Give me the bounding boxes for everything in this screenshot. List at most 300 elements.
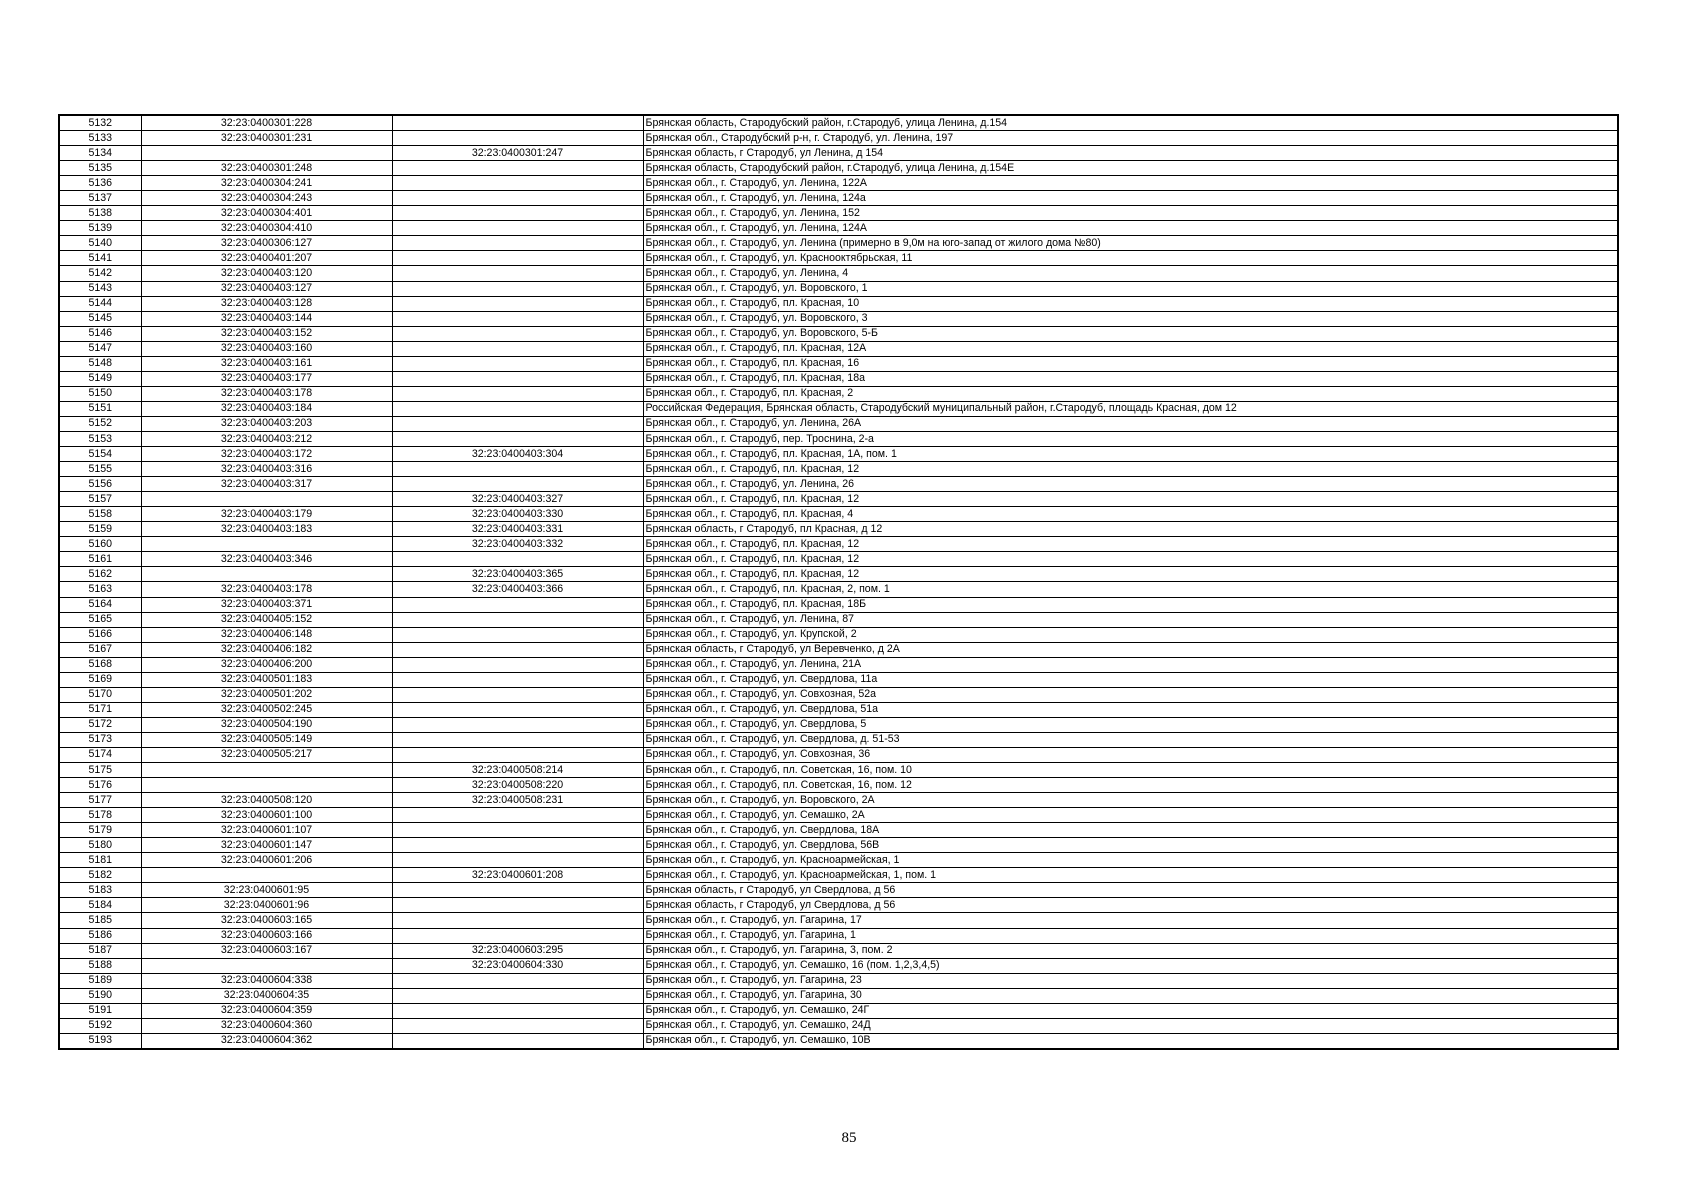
table-row bbox=[59, 492, 1618, 507]
table-row bbox=[59, 672, 1618, 687]
cadastral-number-cell: 32:23:0400401:207 bbox=[141, 251, 392, 266]
address-cell: Брянская обл., г. Стародуб, пл. Красная, 12А bbox=[643, 341, 1618, 356]
row-number-cell: 5144 bbox=[59, 296, 141, 311]
row-number-cell: 5180 bbox=[59, 838, 141, 853]
row-number-cell: 5189 bbox=[59, 973, 141, 988]
cadastral-number-cell: 32:23:0400603:166 bbox=[141, 928, 392, 943]
cadastral-number-cell bbox=[141, 763, 392, 778]
row-number-cell: 5137 bbox=[59, 191, 141, 206]
address-cell: Брянская обл., г. Стародуб, ул. Семашко, 2А bbox=[643, 808, 1618, 823]
table-row bbox=[59, 507, 1618, 522]
address-cell: Брянская обл., г. Стародуб, ул. Семашко, 10В bbox=[643, 1033, 1618, 1049]
address-cell: Брянская обл., г. Стародуб, ул. Краснооктябрьская, 11 bbox=[643, 251, 1618, 266]
table-row bbox=[59, 115, 1618, 131]
table-row bbox=[59, 747, 1618, 762]
row-number-cell: 5173 bbox=[59, 732, 141, 747]
address-cell: Брянская обл., г. Стародуб, пл. Красная, 12 bbox=[643, 537, 1618, 552]
cadastral-number-cell: 32:23:0400403:346 bbox=[141, 552, 392, 567]
related-cadastral-number-cell bbox=[392, 642, 643, 657]
row-number-cell: 5165 bbox=[59, 612, 141, 627]
table-row bbox=[59, 296, 1618, 311]
cadastral-number-cell: 32:23:0400403:128 bbox=[141, 296, 392, 311]
cadastral-number-cell: 32:23:0400304:401 bbox=[141, 206, 392, 221]
address-cell: Брянская обл., г. Стародуб, ул. Свердлова, 11а bbox=[643, 672, 1618, 687]
table-row bbox=[59, 356, 1618, 371]
table-row bbox=[59, 431, 1618, 446]
address-cell: Брянская обл., г. Стародуб, ул. Свердлова, 5 bbox=[643, 717, 1618, 732]
row-number-cell: 5178 bbox=[59, 808, 141, 823]
cadastral-number-cell: 32:23:0400403:183 bbox=[141, 522, 392, 537]
table-row bbox=[59, 717, 1618, 732]
address-cell: Брянская обл., г. Стародуб, ул. Воровского, 3 bbox=[643, 311, 1618, 326]
related-cadastral-number-cell: 32:23:0400403:365 bbox=[392, 567, 643, 582]
table-row bbox=[59, 326, 1618, 341]
address-cell: Брянская обл., г. Стародуб, ул. Ленина, 122А bbox=[643, 176, 1618, 191]
table-row bbox=[59, 236, 1618, 251]
related-cadastral-number-cell bbox=[392, 883, 643, 898]
row-number-cell: 5176 bbox=[59, 778, 141, 793]
row-number-cell: 5177 bbox=[59, 793, 141, 808]
related-cadastral-number-cell bbox=[392, 898, 643, 913]
related-cadastral-number-cell bbox=[392, 206, 643, 221]
related-cadastral-number-cell: 32:23:0400508:231 bbox=[392, 793, 643, 808]
related-cadastral-number-cell bbox=[392, 191, 643, 206]
cadastral-number-cell: 32:23:0400601:96 bbox=[141, 898, 392, 913]
address-cell: Брянская обл., г. Стародуб, ул. Гагарина, 17 bbox=[643, 913, 1618, 928]
address-cell: Брянская обл., г. Стародуб, ул. Красноармейская, 1, пом. 1 bbox=[643, 868, 1618, 883]
table-row bbox=[59, 597, 1618, 612]
cadastral-number-cell: 32:23:0400403:160 bbox=[141, 341, 392, 356]
address-cell: Брянская область, г Стародуб, ул Ленина, д 154 bbox=[643, 146, 1618, 161]
related-cadastral-number-cell bbox=[392, 988, 643, 1003]
address-cell: Российская Федерация, Брянская область, Стародубский муниципальный район, г.Стародуб, площадь Красная, дом 12 bbox=[643, 401, 1618, 416]
row-number-cell: 5139 bbox=[59, 221, 141, 236]
row-number-cell: 5193 bbox=[59, 1033, 141, 1049]
address-cell: Брянская обл., г. Стародуб, ул. Ленина, 152 bbox=[643, 206, 1618, 221]
table-row bbox=[59, 973, 1618, 988]
row-number-cell: 5163 bbox=[59, 582, 141, 597]
cadastral-number-cell: 32:23:0400403:161 bbox=[141, 356, 392, 371]
address-cell: Брянская обл., г. Стародуб, пл. Красная, 16 bbox=[643, 356, 1618, 371]
table-row bbox=[59, 778, 1618, 793]
related-cadastral-number-cell: 32:23:0400403:327 bbox=[392, 492, 643, 507]
table-row bbox=[59, 642, 1618, 657]
address-cell: Брянская обл., г. Стародуб, пл. Красная, 12 bbox=[643, 567, 1618, 582]
row-number-cell: 5154 bbox=[59, 447, 141, 462]
related-cadastral-number-cell bbox=[392, 462, 643, 477]
row-number-cell: 5167 bbox=[59, 642, 141, 657]
address-cell: Брянская обл., г. Стародуб, ул. Ленина, 26 bbox=[643, 477, 1618, 492]
table-row bbox=[59, 958, 1618, 973]
related-cadastral-number-cell bbox=[392, 115, 643, 131]
cadastral-number-cell: 32:23:0400301:231 bbox=[141, 131, 392, 146]
address-cell: Брянская обл., Стародубский р-н, г. Стародуб, ул. Ленина, 197 bbox=[643, 131, 1618, 146]
cadastral-number-cell: 32:23:0400604:360 bbox=[141, 1018, 392, 1033]
address-cell: Брянская обл., г. Стародуб, пл. Красная, 4 bbox=[643, 507, 1618, 522]
cadastral-number-cell: 32:23:0400304:410 bbox=[141, 221, 392, 236]
cadastral-number-cell: 32:23:0400301:248 bbox=[141, 161, 392, 176]
row-number-cell: 5191 bbox=[59, 1003, 141, 1018]
address-cell: Брянская обл., г. Стародуб, пл. Красная, 12 bbox=[643, 552, 1618, 567]
table-row bbox=[59, 732, 1618, 747]
address-cell: Брянская обл., г. Стародуб, ул. Воровского, 1 bbox=[643, 281, 1618, 296]
cadastral-number-cell: 32:23:0400306:127 bbox=[141, 236, 392, 251]
cadastral-number-cell: 32:23:0400505:149 bbox=[141, 732, 392, 747]
cadastral-number-cell: 32:23:0400406:182 bbox=[141, 642, 392, 657]
cadastral-number-cell: 32:23:0400604:35 bbox=[141, 988, 392, 1003]
address-cell: Брянская обл., г. Стародуб, пл. Красная, 18Б bbox=[643, 597, 1618, 612]
cadastral-number-cell: 32:23:0400304:241 bbox=[141, 176, 392, 191]
table-row bbox=[59, 567, 1618, 582]
table-row bbox=[59, 793, 1618, 808]
related-cadastral-number-cell bbox=[392, 431, 643, 446]
address-cell: Брянская обл., г. Стародуб, ул. Крупской, 2 bbox=[643, 627, 1618, 642]
related-cadastral-number-cell bbox=[392, 612, 643, 627]
table-row bbox=[59, 206, 1618, 221]
cadastral-number-cell: 32:23:0400604:338 bbox=[141, 973, 392, 988]
address-cell: Брянская обл., г. Стародуб, пл. Красная, 12 bbox=[643, 492, 1618, 507]
row-number-cell: 5182 bbox=[59, 868, 141, 883]
table-row bbox=[59, 341, 1618, 356]
address-cell: Брянская область, Стародубский район, г.Стародуб, улица Ленина, д.154Е bbox=[643, 161, 1618, 176]
related-cadastral-number-cell bbox=[392, 853, 643, 868]
related-cadastral-number-cell bbox=[392, 221, 643, 236]
table-row bbox=[59, 161, 1618, 176]
related-cadastral-number-cell bbox=[392, 657, 643, 672]
related-cadastral-number-cell bbox=[392, 702, 643, 717]
row-number-cell: 5174 bbox=[59, 747, 141, 762]
table-row bbox=[59, 582, 1618, 597]
related-cadastral-number-cell: 32:23:0400604:330 bbox=[392, 958, 643, 973]
table-row bbox=[59, 311, 1618, 326]
address-cell: Брянская обл., г. Стародуб, ул. Воровского, 5-Б bbox=[643, 326, 1618, 341]
related-cadastral-number-cell: 32:23:0400301:247 bbox=[392, 146, 643, 161]
address-cell: Брянская обл., г. Стародуб, ул. Семашко, 24Д bbox=[643, 1018, 1618, 1033]
row-number-cell: 5135 bbox=[59, 161, 141, 176]
related-cadastral-number-cell bbox=[392, 477, 643, 492]
table-row bbox=[59, 928, 1618, 943]
address-cell: Брянская обл., г. Стародуб, ул. Совхозная, 36 bbox=[643, 747, 1618, 762]
related-cadastral-number-cell: 32:23:0400403:332 bbox=[392, 537, 643, 552]
table-row bbox=[59, 1018, 1618, 1033]
row-number-cell: 5168 bbox=[59, 657, 141, 672]
cadastral-number-cell: 32:23:0400403:172 bbox=[141, 447, 392, 462]
related-cadastral-number-cell bbox=[392, 356, 643, 371]
address-cell: Брянская область, г Стародуб, ул Веревченко, д 2А bbox=[643, 642, 1618, 657]
related-cadastral-number-cell bbox=[392, 326, 643, 341]
table-body bbox=[59, 115, 1618, 1049]
address-cell: Брянская обл., г. Стародуб, пл. Красная, 2, пом. 1 bbox=[643, 582, 1618, 597]
address-cell: Брянская обл., г. Стародуб, ул. Семашко, 16 (пом. 1,2,3,4,5) bbox=[643, 958, 1618, 973]
related-cadastral-number-cell bbox=[392, 341, 643, 356]
page-number: 85 bbox=[841, 1130, 857, 1146]
address-cell: Брянская обл., г. Стародуб, ул. Ленина, 4 bbox=[643, 266, 1618, 281]
row-number-cell: 5157 bbox=[59, 492, 141, 507]
address-cell: Брянская обл., г. Стародуб, ул. Свердлова, д. 51-53 bbox=[643, 732, 1618, 747]
cadastral-number-cell: 32:23:0400403:316 bbox=[141, 462, 392, 477]
cadastral-number-cell: 32:23:0400405:152 bbox=[141, 612, 392, 627]
table-row bbox=[59, 763, 1618, 778]
cadastral-number-cell: 32:23:0400403:212 bbox=[141, 431, 392, 446]
table-row bbox=[59, 943, 1618, 958]
row-number-cell: 5156 bbox=[59, 477, 141, 492]
cadastral-number-cell bbox=[141, 958, 392, 973]
table-row bbox=[59, 266, 1618, 281]
address-cell: Брянская обл., г. Стародуб, пл. Красная, 2 bbox=[643, 386, 1618, 401]
related-cadastral-number-cell bbox=[392, 973, 643, 988]
row-number-cell: 5185 bbox=[59, 913, 141, 928]
related-cadastral-number-cell bbox=[392, 838, 643, 853]
cadastral-number-cell: 32:23:0400601:107 bbox=[141, 823, 392, 838]
table-row bbox=[59, 1003, 1618, 1018]
related-cadastral-number-cell bbox=[392, 552, 643, 567]
related-cadastral-number-cell bbox=[392, 928, 643, 943]
related-cadastral-number-cell bbox=[392, 311, 643, 326]
address-cell: Брянская обл., г. Стародуб, ул. Ленина, 124А bbox=[643, 221, 1618, 236]
cadastral-number-cell: 32:23:0400601:95 bbox=[141, 883, 392, 898]
row-number-cell: 5190 bbox=[59, 988, 141, 1003]
related-cadastral-number-cell bbox=[392, 808, 643, 823]
row-number-cell: 5143 bbox=[59, 281, 141, 296]
address-cell: Брянская обл., г. Стародуб, ул. Свердлова, 56В bbox=[643, 838, 1618, 853]
cadastral-number-cell: 32:23:0400403:177 bbox=[141, 371, 392, 386]
address-cell: Брянская обл., г. Стародуб, пл. Советская, 16, пом. 10 bbox=[643, 763, 1618, 778]
address-cell: Брянская обл., г. Стародуб, пл. Советская, 16, пом. 12 bbox=[643, 778, 1618, 793]
address-cell: Брянская обл., г. Стародуб, ул. Семашко, 24Г bbox=[643, 1003, 1618, 1018]
address-cell: Брянская обл., г. Стародуб, пл. Красная, 10 bbox=[643, 296, 1618, 311]
related-cadastral-number-cell bbox=[392, 732, 643, 747]
cadastral-number-cell: 32:23:0400604:362 bbox=[141, 1033, 392, 1049]
table-row bbox=[59, 853, 1618, 868]
table-row bbox=[59, 868, 1618, 883]
related-cadastral-number-cell bbox=[392, 687, 643, 702]
address-cell: Брянская обл., г. Стародуб, ул. Свердлова, 18А bbox=[643, 823, 1618, 838]
related-cadastral-number-cell bbox=[392, 1033, 643, 1049]
related-cadastral-number-cell: 32:23:0400403:366 bbox=[392, 582, 643, 597]
row-number-cell: 5152 bbox=[59, 416, 141, 431]
related-cadastral-number-cell bbox=[392, 371, 643, 386]
table-row bbox=[59, 281, 1618, 296]
cadastral-number-cell: 32:23:0400601:147 bbox=[141, 838, 392, 853]
related-cadastral-number-cell bbox=[392, 913, 643, 928]
row-number-cell: 5133 bbox=[59, 131, 141, 146]
related-cadastral-number-cell bbox=[392, 1018, 643, 1033]
row-number-cell: 5141 bbox=[59, 251, 141, 266]
related-cadastral-number-cell bbox=[392, 416, 643, 431]
row-number-cell: 5138 bbox=[59, 206, 141, 221]
row-number-cell: 5134 bbox=[59, 146, 141, 161]
address-cell: Брянская обл., г. Стародуб, ул. Гагарина, 1 bbox=[643, 928, 1618, 943]
table-row bbox=[59, 146, 1618, 161]
cadastral-number-cell: 32:23:0400403:317 bbox=[141, 477, 392, 492]
cadastral-number-cell: 32:23:0400501:202 bbox=[141, 687, 392, 702]
row-number-cell: 5140 bbox=[59, 236, 141, 251]
cadastral-number-cell bbox=[141, 146, 392, 161]
related-cadastral-number-cell bbox=[392, 296, 643, 311]
cadastral-number-cell bbox=[141, 492, 392, 507]
table-row bbox=[59, 883, 1618, 898]
table-row bbox=[59, 627, 1618, 642]
table-row bbox=[59, 447, 1618, 462]
row-number-cell: 5145 bbox=[59, 311, 141, 326]
related-cadastral-number-cell: 32:23:0400508:214 bbox=[392, 763, 643, 778]
table-row bbox=[59, 221, 1618, 236]
cadastral-number-cell: 32:23:0400403:120 bbox=[141, 266, 392, 281]
table-row bbox=[59, 687, 1618, 702]
address-cell: Брянская область, г Стародуб, ул Свердлова, д 56 bbox=[643, 898, 1618, 913]
cadastral-number-cell: 32:23:0400403:152 bbox=[141, 326, 392, 341]
address-cell: Брянская обл., г. Стародуб, ул. Свердлова, 51а bbox=[643, 702, 1618, 717]
cadastral-number-cell: 32:23:0400403:178 bbox=[141, 582, 392, 597]
table-row bbox=[59, 477, 1618, 492]
table-row bbox=[59, 823, 1618, 838]
cadastral-number-cell: 32:23:0400403:179 bbox=[141, 507, 392, 522]
related-cadastral-number-cell bbox=[392, 266, 643, 281]
row-number-cell: 5186 bbox=[59, 928, 141, 943]
row-number-cell: 5187 bbox=[59, 943, 141, 958]
row-number-cell: 5148 bbox=[59, 356, 141, 371]
cadastral-number-cell: 32:23:0400501:183 bbox=[141, 672, 392, 687]
row-number-cell: 5151 bbox=[59, 401, 141, 416]
row-number-cell: 5160 bbox=[59, 537, 141, 552]
cadastral-number-cell: 32:23:0400403:371 bbox=[141, 597, 392, 612]
table-row bbox=[59, 386, 1618, 401]
cadastral-number-cell: 32:23:0400403:184 bbox=[141, 401, 392, 416]
row-number-cell: 5142 bbox=[59, 266, 141, 281]
table-row bbox=[59, 131, 1618, 146]
cadastral-number-cell: 32:23:0400301:228 bbox=[141, 115, 392, 131]
related-cadastral-number-cell: 32:23:0400603:295 bbox=[392, 943, 643, 958]
table-row bbox=[59, 808, 1618, 823]
row-number-cell: 5183 bbox=[59, 883, 141, 898]
row-number-cell: 5169 bbox=[59, 672, 141, 687]
row-number-cell: 5181 bbox=[59, 853, 141, 868]
row-number-cell: 5184 bbox=[59, 898, 141, 913]
table-row bbox=[59, 1033, 1618, 1049]
row-number-cell: 5162 bbox=[59, 567, 141, 582]
cadastral-number-cell: 32:23:0400601:100 bbox=[141, 808, 392, 823]
address-cell: Брянская обл., г. Стародуб, ул. Совхозная, 52а bbox=[643, 687, 1618, 702]
cadastral-number-cell bbox=[141, 778, 392, 793]
cadastral-number-cell: 32:23:0400603:167 bbox=[141, 943, 392, 958]
row-number-cell: 5188 bbox=[59, 958, 141, 973]
related-cadastral-number-cell bbox=[392, 823, 643, 838]
row-number-cell: 5155 bbox=[59, 462, 141, 477]
cadastral-number-cell: 32:23:0400504:190 bbox=[141, 717, 392, 732]
table-row bbox=[59, 612, 1618, 627]
row-number-cell: 5150 bbox=[59, 386, 141, 401]
table-row bbox=[59, 988, 1618, 1003]
table-row bbox=[59, 176, 1618, 191]
related-cadastral-number-cell bbox=[392, 176, 643, 191]
table-row bbox=[59, 251, 1618, 266]
row-number-cell: 5136 bbox=[59, 176, 141, 191]
row-number-cell: 5166 bbox=[59, 627, 141, 642]
address-cell: Брянская обл., г. Стародуб, ул. Красноармейская, 1 bbox=[643, 853, 1618, 868]
related-cadastral-number-cell bbox=[392, 747, 643, 762]
table-row bbox=[59, 416, 1618, 431]
related-cadastral-number-cell bbox=[392, 251, 643, 266]
cadastral-number-cell: 32:23:0400403:127 bbox=[141, 281, 392, 296]
row-number-cell: 5192 bbox=[59, 1018, 141, 1033]
related-cadastral-number-cell bbox=[392, 1003, 643, 1018]
cadastral-number-cell: 32:23:0400406:200 bbox=[141, 657, 392, 672]
table-row bbox=[59, 191, 1618, 206]
related-cadastral-number-cell bbox=[392, 161, 643, 176]
table-row bbox=[59, 401, 1618, 416]
address-cell: Брянская область, г Стародуб, пл Красная, д 12 bbox=[643, 522, 1618, 537]
row-number-cell: 5179 bbox=[59, 823, 141, 838]
address-cell: Брянская обл., г. Стародуб, пл. Красная, 12 bbox=[643, 462, 1618, 477]
address-cell: Брянская обл., г. Стародуб, ул. Ленина, 21А bbox=[643, 657, 1618, 672]
row-number-cell: 5149 bbox=[59, 371, 141, 386]
table-row bbox=[59, 898, 1618, 913]
related-cadastral-number-cell bbox=[392, 386, 643, 401]
address-cell: Брянская обл., г. Стародуб, пл. Красная, 1А, пом. 1 bbox=[643, 447, 1618, 462]
address-cell: Брянская обл., г. Стародуб, ул. Гагарина, 23 bbox=[643, 973, 1618, 988]
cadastral-number-cell: 32:23:0400304:243 bbox=[141, 191, 392, 206]
related-cadastral-number-cell bbox=[392, 131, 643, 146]
row-number-cell: 5172 bbox=[59, 717, 141, 732]
address-cell: Брянская область, г Стародуб, ул Свердлова, д 56 bbox=[643, 883, 1618, 898]
row-number-cell: 5161 bbox=[59, 552, 141, 567]
related-cadastral-number-cell: 32:23:0400403:304 bbox=[392, 447, 643, 462]
related-cadastral-number-cell bbox=[392, 281, 643, 296]
related-cadastral-number-cell bbox=[392, 627, 643, 642]
row-number-cell: 5147 bbox=[59, 341, 141, 356]
cadastral-number-cell: 32:23:0400403:203 bbox=[141, 416, 392, 431]
row-number-cell: 5164 bbox=[59, 597, 141, 612]
cadastral-number-cell: 32:23:0400601:206 bbox=[141, 853, 392, 868]
cadastral-number-cell bbox=[141, 868, 392, 883]
table-row bbox=[59, 522, 1618, 537]
cadastral-number-cell bbox=[141, 567, 392, 582]
related-cadastral-number-cell bbox=[392, 717, 643, 732]
address-cell: Брянская обл., г. Стародуб, ул. Гагарина, 3, пом. 2 bbox=[643, 943, 1618, 958]
property-table bbox=[58, 114, 1619, 1050]
address-cell: Брянская обл., г. Стародуб, ул. Ленина, 26А bbox=[643, 416, 1618, 431]
related-cadastral-number-cell bbox=[392, 597, 643, 612]
table-row bbox=[59, 657, 1618, 672]
row-number-cell: 5170 bbox=[59, 687, 141, 702]
related-cadastral-number-cell: 32:23:0400601:208 bbox=[392, 868, 643, 883]
related-cadastral-number-cell: 32:23:0400508:220 bbox=[392, 778, 643, 793]
address-cell: Брянская обл., г. Стародуб, ул. Гагарина, 30 bbox=[643, 988, 1618, 1003]
address-cell: Брянская обл., г. Стародуб, ул. Воровского, 2А bbox=[643, 793, 1618, 808]
row-number-cell: 5171 bbox=[59, 702, 141, 717]
row-number-cell: 5175 bbox=[59, 763, 141, 778]
row-number-cell: 5132 bbox=[59, 115, 141, 131]
table-row bbox=[59, 537, 1618, 552]
cadastral-number-cell: 32:23:0400403:178 bbox=[141, 386, 392, 401]
cadastral-number-cell: 32:23:0400604:359 bbox=[141, 1003, 392, 1018]
cadastral-number-cell: 32:23:0400505:217 bbox=[141, 747, 392, 762]
table-row bbox=[59, 913, 1618, 928]
row-number-cell: 5158 bbox=[59, 507, 141, 522]
cadastral-number-cell: 32:23:0400508:120 bbox=[141, 793, 392, 808]
address-cell: Брянская обл., г. Стародуб, ул. Ленина, 124а bbox=[643, 191, 1618, 206]
cadastral-number-cell: 32:23:0400502:245 bbox=[141, 702, 392, 717]
table-row bbox=[59, 552, 1618, 567]
cadastral-number-cell: 32:23:0400406:148 bbox=[141, 627, 392, 642]
related-cadastral-number-cell bbox=[392, 236, 643, 251]
table-row bbox=[59, 371, 1618, 386]
cadastral-number-cell: 32:23:0400603:165 bbox=[141, 913, 392, 928]
table-row bbox=[59, 838, 1618, 853]
row-number-cell: 5159 bbox=[59, 522, 141, 537]
address-cell: Брянская обл., г. Стародуб, ул. Ленина, 87 bbox=[643, 612, 1618, 627]
table-row bbox=[59, 702, 1618, 717]
